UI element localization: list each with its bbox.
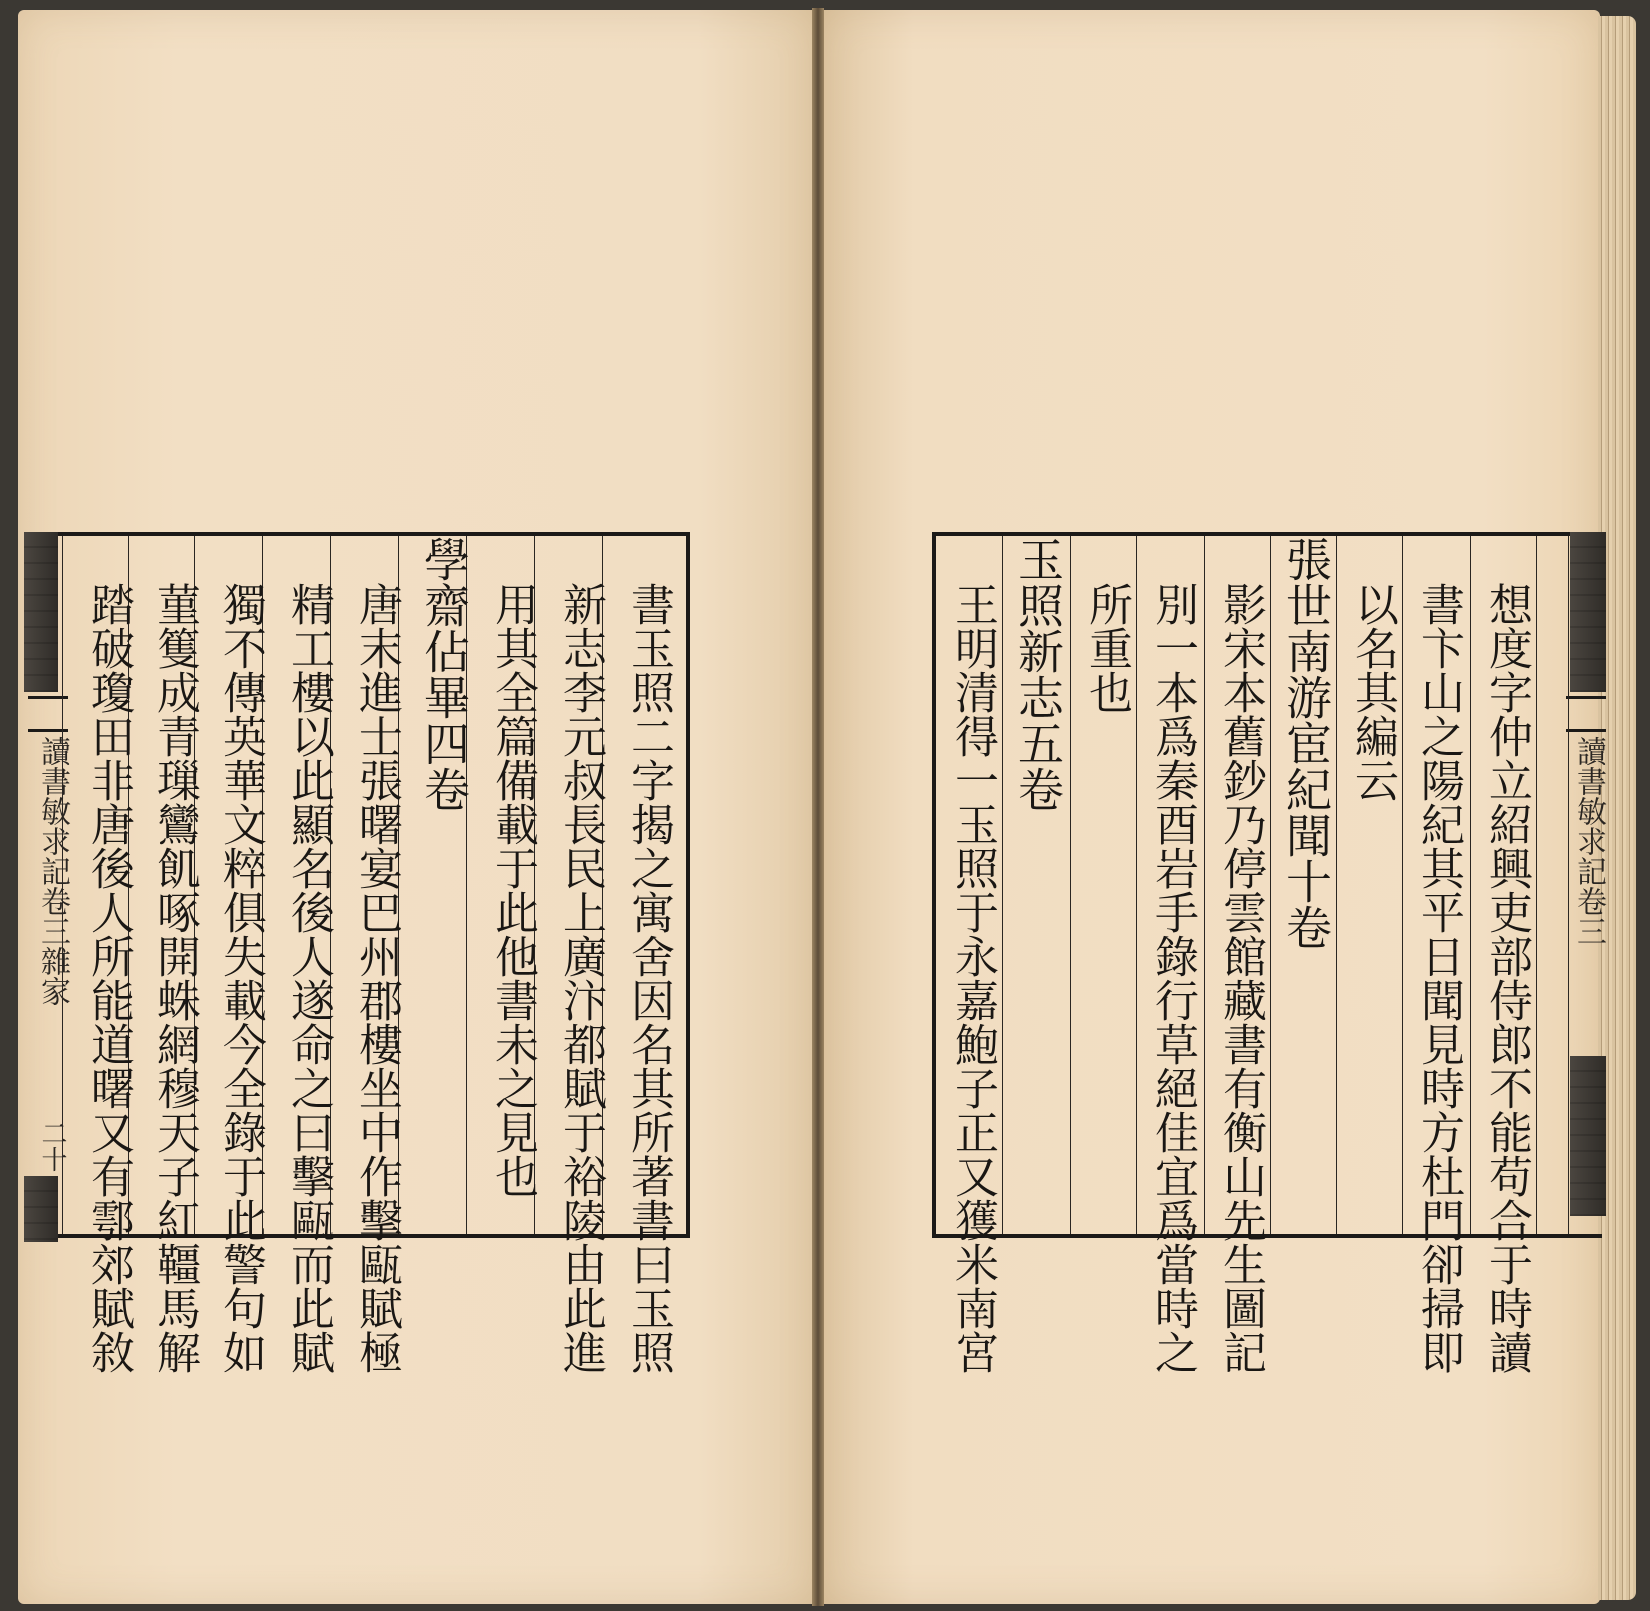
left-folio-number: 二十 xyxy=(37,1120,67,1172)
right-center-strip-upper xyxy=(1570,532,1606,692)
right-text-frame xyxy=(932,532,1606,1374)
text-column: 書玉照二字揭之寓舍因名其所著書曰玉照 xyxy=(623,582,674,1374)
left-center-strip-upper xyxy=(24,532,58,692)
text-column: 所重也 xyxy=(1081,582,1132,714)
fish-tail-mark xyxy=(1566,696,1606,732)
text-column: 王明清得一玉照于永嘉鮑子正又獲米南宮 xyxy=(947,582,998,1374)
left-center-strip-lower xyxy=(24,1176,58,1242)
text-column: 菫篗成青璅鸞飢啄開蛛網穆天子紅韁馬解 xyxy=(149,582,200,1374)
text-column: 新志李元叔長民上廣汴都賦于裕陵由此進 xyxy=(555,582,606,1374)
text-column: 影宋本舊鈔乃停雲館藏書有衡山先生圖記 xyxy=(1215,582,1266,1374)
entry-heading: 玉照新志五卷 xyxy=(1011,536,1065,812)
left-center-title: 讀書敏求記卷三雜家 xyxy=(35,736,70,1006)
text-column: 書卞山之陽紀其平日聞見時方杜門卻掃即 xyxy=(1413,582,1464,1374)
text-column: 精工樓以此顯名後人遂命之曰擊甌而此賦 xyxy=(283,582,334,1374)
entry-heading: 學齋佔畢四卷 xyxy=(417,536,471,812)
text-column: 踏破瓊田非唐後人所能道曙又有鄠郊賦敘 xyxy=(83,582,134,1374)
text-column: 用其全篇備載于此他書未之見也 xyxy=(487,582,538,1198)
book-gutter xyxy=(812,8,824,1606)
text-column: 獨不傳英華文粹俱失載今全錄于此警句如 xyxy=(215,582,266,1374)
left-text-frame xyxy=(28,532,690,1374)
right-center-title: 讀書敏求記卷三 xyxy=(1571,736,1606,946)
entry-heading: 張世南游宦紀聞十卷 xyxy=(1279,536,1333,950)
text-column: 唐末進士張曙宴巴州郡樓坐中作擊甌賦極 xyxy=(351,582,402,1374)
text-column: 想度字仲立紹興吏部侍郎不能苟合于時讀 xyxy=(1481,582,1532,1374)
text-column: 以名其編云 xyxy=(1347,582,1398,802)
right-center-strip-lower xyxy=(1570,1056,1606,1216)
text-column: 別一本爲秦酉岩手錄行草絕佳宜爲當時之 xyxy=(1147,582,1198,1374)
